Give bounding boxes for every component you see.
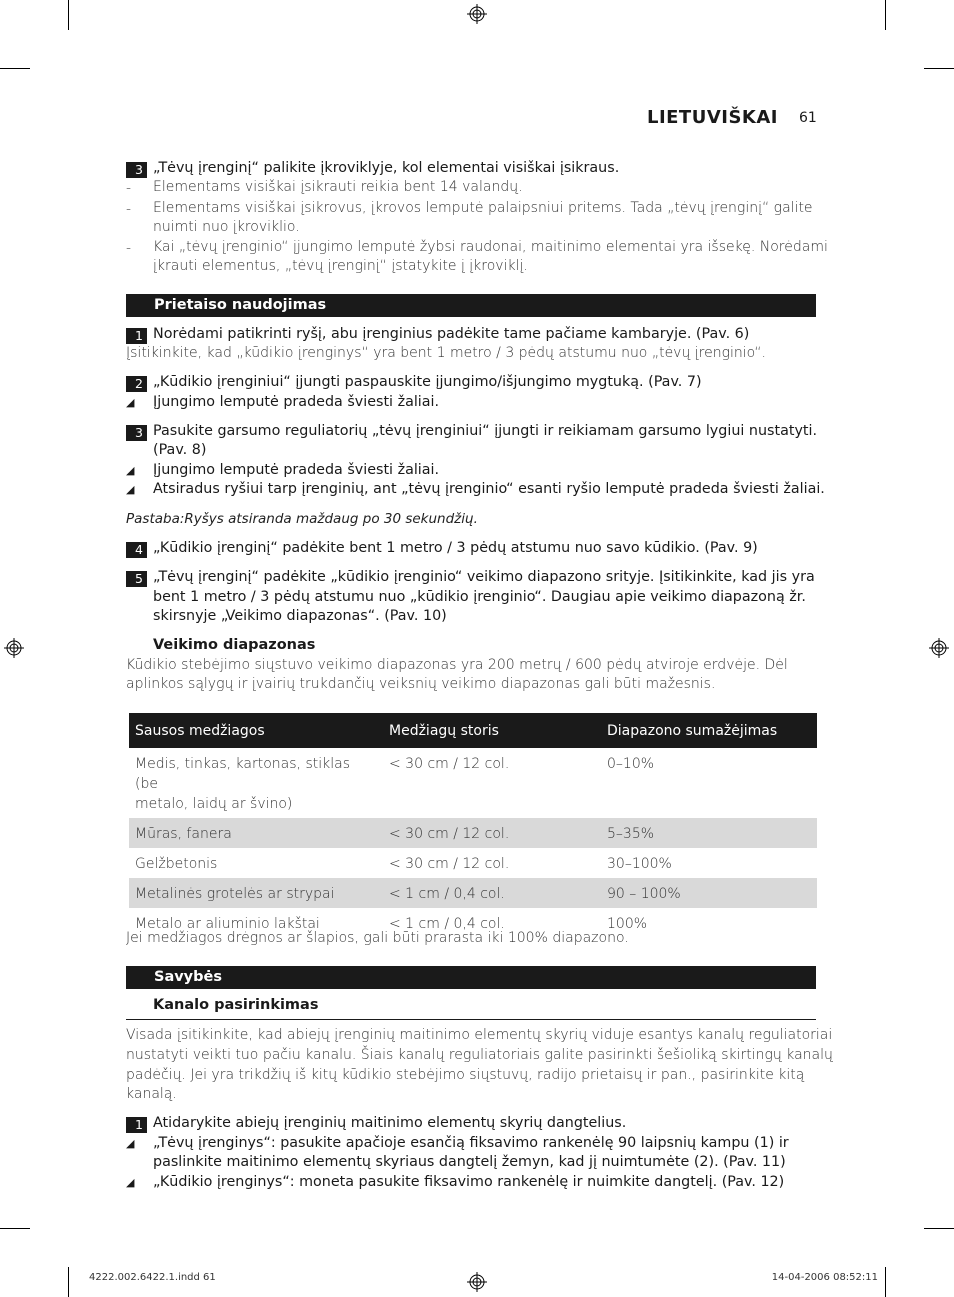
crop-mark [68, 0, 69, 30]
crop-mark [924, 68, 954, 69]
registration-mark-icon [929, 638, 949, 658]
step-number: 1 [126, 328, 147, 344]
result-text: paslinkite maitinimo elementų skyriaus dangtelį žemyn, kad jį nuimtumėte (2). (Pav. 11) [153, 1154, 786, 1170]
table-header-row [129, 713, 817, 748]
table-cell: 100% [607, 916, 648, 932]
step-text: Norėdami patikrinti ryšį, abu įrenginius padėkite tame pačiame kambaryje. (Pav. 6) [153, 326, 750, 342]
table-row [129, 818, 817, 848]
table-cell: Metalinės grotelės ar strypai [129, 878, 383, 908]
paragraph-line: nustatyti veikti tuo pačiu kanalu. Šiais kanalų reguliatoriais galite pasirinkti šešioliką skirtingų kanalų [126, 1047, 833, 1063]
step-note: Įsitikinkite, kad „kūdikio įrenginys“ yra bent 1 metro / 3 pėdų atstumu nuo „tėvų įrenginio“. [126, 345, 766, 361]
paragraph-line: padėčių. Jei yra trikdžių iš kitų kūdikio stebėjimo siųstuvų, radijo prietaisų ir pan., pasirinkite kitą [126, 1067, 805, 1083]
subheading: Veikimo diapazonas [153, 637, 316, 653]
step-number: 5 [126, 571, 147, 587]
paragraph-line: Kūdikio stebėjimo siųstuvo veikimo diapazonas yra 200 metrų / 600 pėdų atviroje erdvėje. Dėl [126, 657, 788, 673]
step-text: „Kūdikio įrenginį“ padėkite bent 1 metro / 3 pėdų atstumu nuo savo kūdikio. (Pav. 9) [153, 540, 758, 556]
table-row [129, 878, 817, 908]
result-arrow-icon: ◢ [126, 464, 135, 477]
section-title: Savybės [154, 969, 222, 985]
table-header-cell: Diapazono sumažėjimas [601, 713, 817, 748]
page-language-title: LIETUVIŠKAI [646, 107, 778, 128]
crop-mark [0, 1228, 30, 1229]
table-cell: Metalo ar aliuminio lakštai [135, 916, 320, 932]
dash-bullet: - [126, 201, 132, 217]
step-text: „Kūdikio įrenginiui“ įjungti paspauskite įjungimo/išjungimo mygtuką. (Pav. 7) [153, 374, 702, 390]
step-text: Atidarykite abiejų įrenginių maitinimo elementų skyrių dangtelius. [153, 1115, 627, 1131]
table-header-cell: Medžiagų storis [383, 713, 601, 748]
dash-bullet: - [126, 240, 132, 256]
step-text: „Tėvų įrenginį“ palikite įkroviklyje, kol elementai visiškai įsikraus. [153, 160, 620, 176]
dash-text: Kai „tėvų įrenginio“ įjungimo lemputė žybsi raudonai, maitinimo elementai yra išsekę. Norėdami [153, 239, 828, 255]
step-number: 3 [126, 425, 147, 441]
table-cell: 30–100% [607, 856, 672, 872]
step-number: 3 [126, 162, 147, 178]
table-row [129, 848, 817, 878]
step-number: 2 [126, 376, 147, 392]
dash-text: nuimti nuo įkroviklio. [153, 219, 300, 235]
section-heading [126, 294, 816, 317]
result-text: „Kūdikio įrenginys“: moneta pasukite fiksavimo rankenėlę ir nuimkite dangtelį. (Pav. 12) [153, 1174, 785, 1190]
dash-text: įkrauti elementus, „tėvų įrenginį“ įstatykite į įkroviklį. [153, 258, 528, 274]
dash-text: Elementams visiškai įsikrovus, įkrovos lemputė palaipsniui pritems. Tada „tėvų įrenginį“ galite [153, 200, 813, 216]
result-text: Atsiradus ryšiui tarp įrenginių, ant „tėvų įrenginio“ esanti ryšio lemputė pradeda šviesti žaliai. [153, 481, 825, 497]
section-heading [126, 966, 816, 989]
table-cell: 5–35% [601, 818, 817, 848]
table-header-cell: Sausos medžiagos [129, 713, 383, 748]
paragraph-line: Visada įsitikinkite, kad abiejų įrenginių maitinimo elementų skyrių viduje esantys kanalų reguliatoriai [126, 1027, 833, 1043]
paragraph-line: aplinkos sąlygų ir įvairių trukdančių veiksnių veikimo diapazonas gali būti mažesnis. [126, 676, 716, 692]
table-cell: 90 – 100% [601, 878, 817, 908]
result-arrow-icon: ◢ [126, 396, 135, 409]
registration-mark-icon [4, 638, 24, 658]
table-cell: < 30 cm / 12 col. [383, 818, 601, 848]
step-number: 4 [126, 542, 147, 558]
step-text: bent 1 metro / 3 pėdų atstumu nuo „kūdikio įrenginio“. Daugiau apie veikimo diapazoną žr. [153, 589, 806, 605]
table-cell [129, 748, 383, 818]
result-arrow-icon: ◢ [126, 483, 135, 496]
crop-mark [0, 68, 30, 69]
result-arrow-icon: ◢ [126, 1176, 135, 1189]
material-line: metalo, laidų ar švino) [135, 796, 293, 812]
table-cell: < 30 cm / 12 col. [389, 856, 510, 872]
section-title: Prietaiso naudojimas [154, 297, 327, 313]
table-footnote: Jei medžiagos drėgnos ar šlapios, gali būti prarasta iki 100% diapazono. [126, 930, 629, 946]
table-cell: Mūras, fanera [129, 818, 383, 848]
crop-mark [924, 1228, 954, 1229]
footer-file-info: 4222.002.6422.1.indd 61 [89, 1272, 216, 1283]
table-cell: 0–10% [607, 756, 655, 772]
dash-bullet: - [126, 180, 132, 196]
paragraph-line: kanalą. [126, 1086, 177, 1102]
dash-text: Elementams visiškai įsikrauti reikia bent 14 valandų. [153, 179, 523, 195]
table-cell: < 1 cm / 0,4 col. [383, 878, 601, 908]
step-text: Pasukite garsumo reguliatorių „tėvų įrenginiui“ įjungti ir reikiamam garsumo lygiui nustatyti. [153, 423, 818, 439]
page-number: 61 [799, 110, 817, 126]
result-arrow-icon: ◢ [126, 1137, 135, 1150]
result-text: „Tėvų įrenginys“: pasukite apačioje esančią fiksavimo rankenėlę 90 laipsnių kampu (1) ir [153, 1135, 789, 1151]
step-text: (Pav. 8) [153, 442, 207, 458]
step-number: 1 [126, 1117, 147, 1133]
table-cell: Gelžbetonis [135, 856, 218, 872]
footer-datetime: 14-04-2006 08:52:11 [771, 1272, 878, 1283]
result-text: Įjungimo lemputė pradeda šviesti žaliai. [153, 394, 440, 410]
step-text: „Tėvų įrenginį“ padėkite „kūdikio įrenginio“ veikimo diapazono srityje. Įsitikinkite, kad jis yra [153, 569, 815, 585]
step-text: skirsnyje „Veikimo diapazonas“. (Pav. 10) [153, 608, 447, 624]
subheading: Kanalo pasirinkimas [153, 997, 319, 1013]
range-table [129, 713, 817, 938]
table-cell: < 30 cm / 12 col. [389, 756, 510, 772]
table-row [129, 748, 817, 818]
divider [126, 1019, 816, 1020]
material-line: Medis, tinkas, kartonas, stiklas (be [135, 756, 350, 792]
crop-mark [885, 0, 886, 30]
crop-mark [68, 1267, 69, 1297]
note-text: Pastaba:Ryšys atsiranda maždaug po 30 sekundžių. [126, 511, 478, 527]
crop-mark [885, 1267, 886, 1297]
table-row [129, 908, 817, 938]
result-text: Įjungimo lemputė pradeda šviesti žaliai. [153, 462, 440, 478]
table-cell: < 1 cm / 0,4 col. [389, 916, 505, 932]
